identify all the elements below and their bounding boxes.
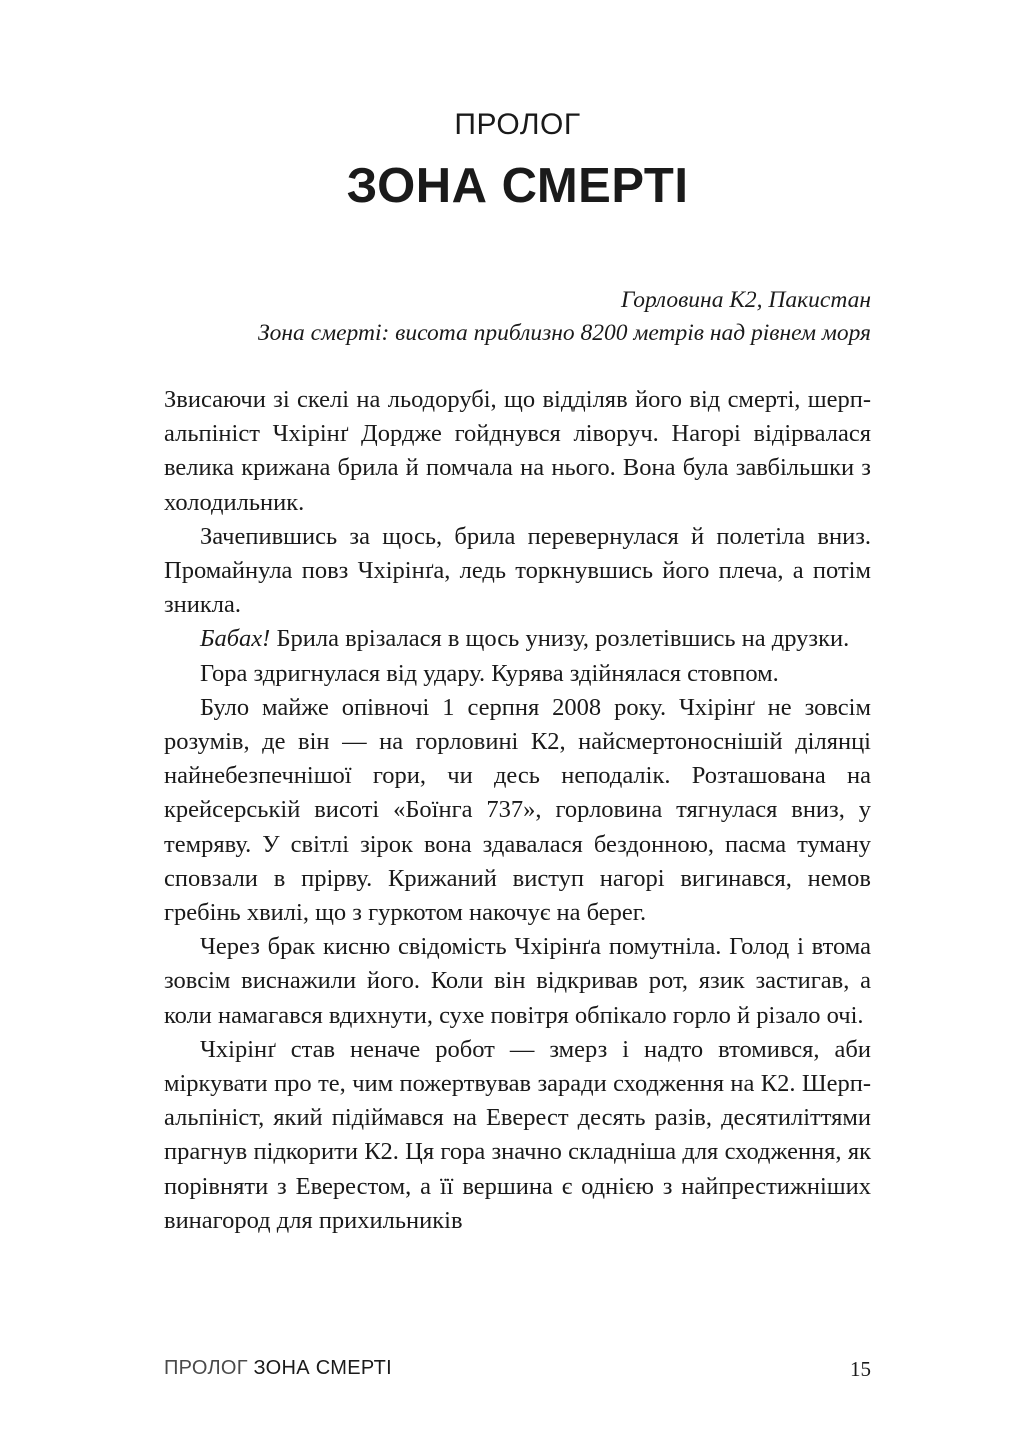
running-head: [164, 1357, 392, 1380]
paragraph-1: Звисаючи зі скелі на льодорубі, що відділяв його від смерті, шерп-альпініст Чхірінґ Дордже гойднувся ліворуч. Нагорі відірвалася велика крижана брила й помчала на нього. Вона була завбільшки з холодильник.: [164, 386, 871, 516]
paragraph-7: Чхірінґ став неначе робот — змерз і надто втомився, аби міркувати про те, чим пожертвував заради сходження на К2. Шерп-альпініст, який підіймався на Еверест десять разів, десятиліттями прагнув підкорити К2. Ця гора значно складніша для сходження, як порівняти з Еверестом, а її вершина є однією з найпрестижніших винагород для прихильників: [164, 1035, 871, 1234]
paragraph-5: Було майже опівночі 1 серпня 2008 року. Чхірінґ не зовсім розумів, де він — на горловині К2, найсмертоноснішій ділянці найнебезпечнішої гори, чи десь неподалік. Розташована на крейсерській висоті «Боїнга 737», горловина тягнулася вниз, у темряву. У світлі зірок вона здавалася бездонною, пасма туману сповзали в прірву. Крижаний виступ нагорі вигинався, немов гребінь хвилі, що з гуркотом накочує на берег.: [164, 693, 871, 927]
epigraph: [151, 284, 871, 350]
epigraph-location: Горловина К2, Пакистан: [621, 287, 871, 313]
running-head-title: ЗОНА СМЕРТІ: [253, 1357, 392, 1379]
paragraph-3-text: Брила врізалася в щось унизу, розлетівшись на друзки.: [270, 625, 850, 653]
paragraph-6: Через брак кисню свідомість Чхірінґа помутніла. Голод і втома зовсім виснажили його. Коли він відкривав рот, язик застигав, а коли намагався вдихнути, сухе повітря обпікало горло й різало очі.: [164, 933, 871, 1029]
running-head-label: ПРОЛОГ: [164, 1357, 248, 1379]
emphasis-exclamation: Бабах!: [200, 625, 271, 653]
epigraph-altitude: Зона смерті: висота приблизно 8200 метрів над рівнем моря: [258, 320, 871, 346]
paragraph-4: Гора здригнулася від удару. Курява здійнялася стовпом.: [200, 659, 779, 687]
chapter-title: ЗОНА СМЕРТІ: [346, 159, 689, 213]
paragraph-2: Зачепившись за щось, брила перевернулася й полетіла вниз. Промайнула повз Чхірінґа, ледь торкнувшись його плеча, а потім зникла.: [164, 522, 871, 619]
paragraph-3: [164, 622, 871, 656]
chapter-label: ПРОЛОГ: [454, 108, 581, 141]
body-text: [164, 383, 871, 1238]
page-number: 15: [850, 1357, 871, 1381]
page-footer: [164, 1357, 871, 1385]
